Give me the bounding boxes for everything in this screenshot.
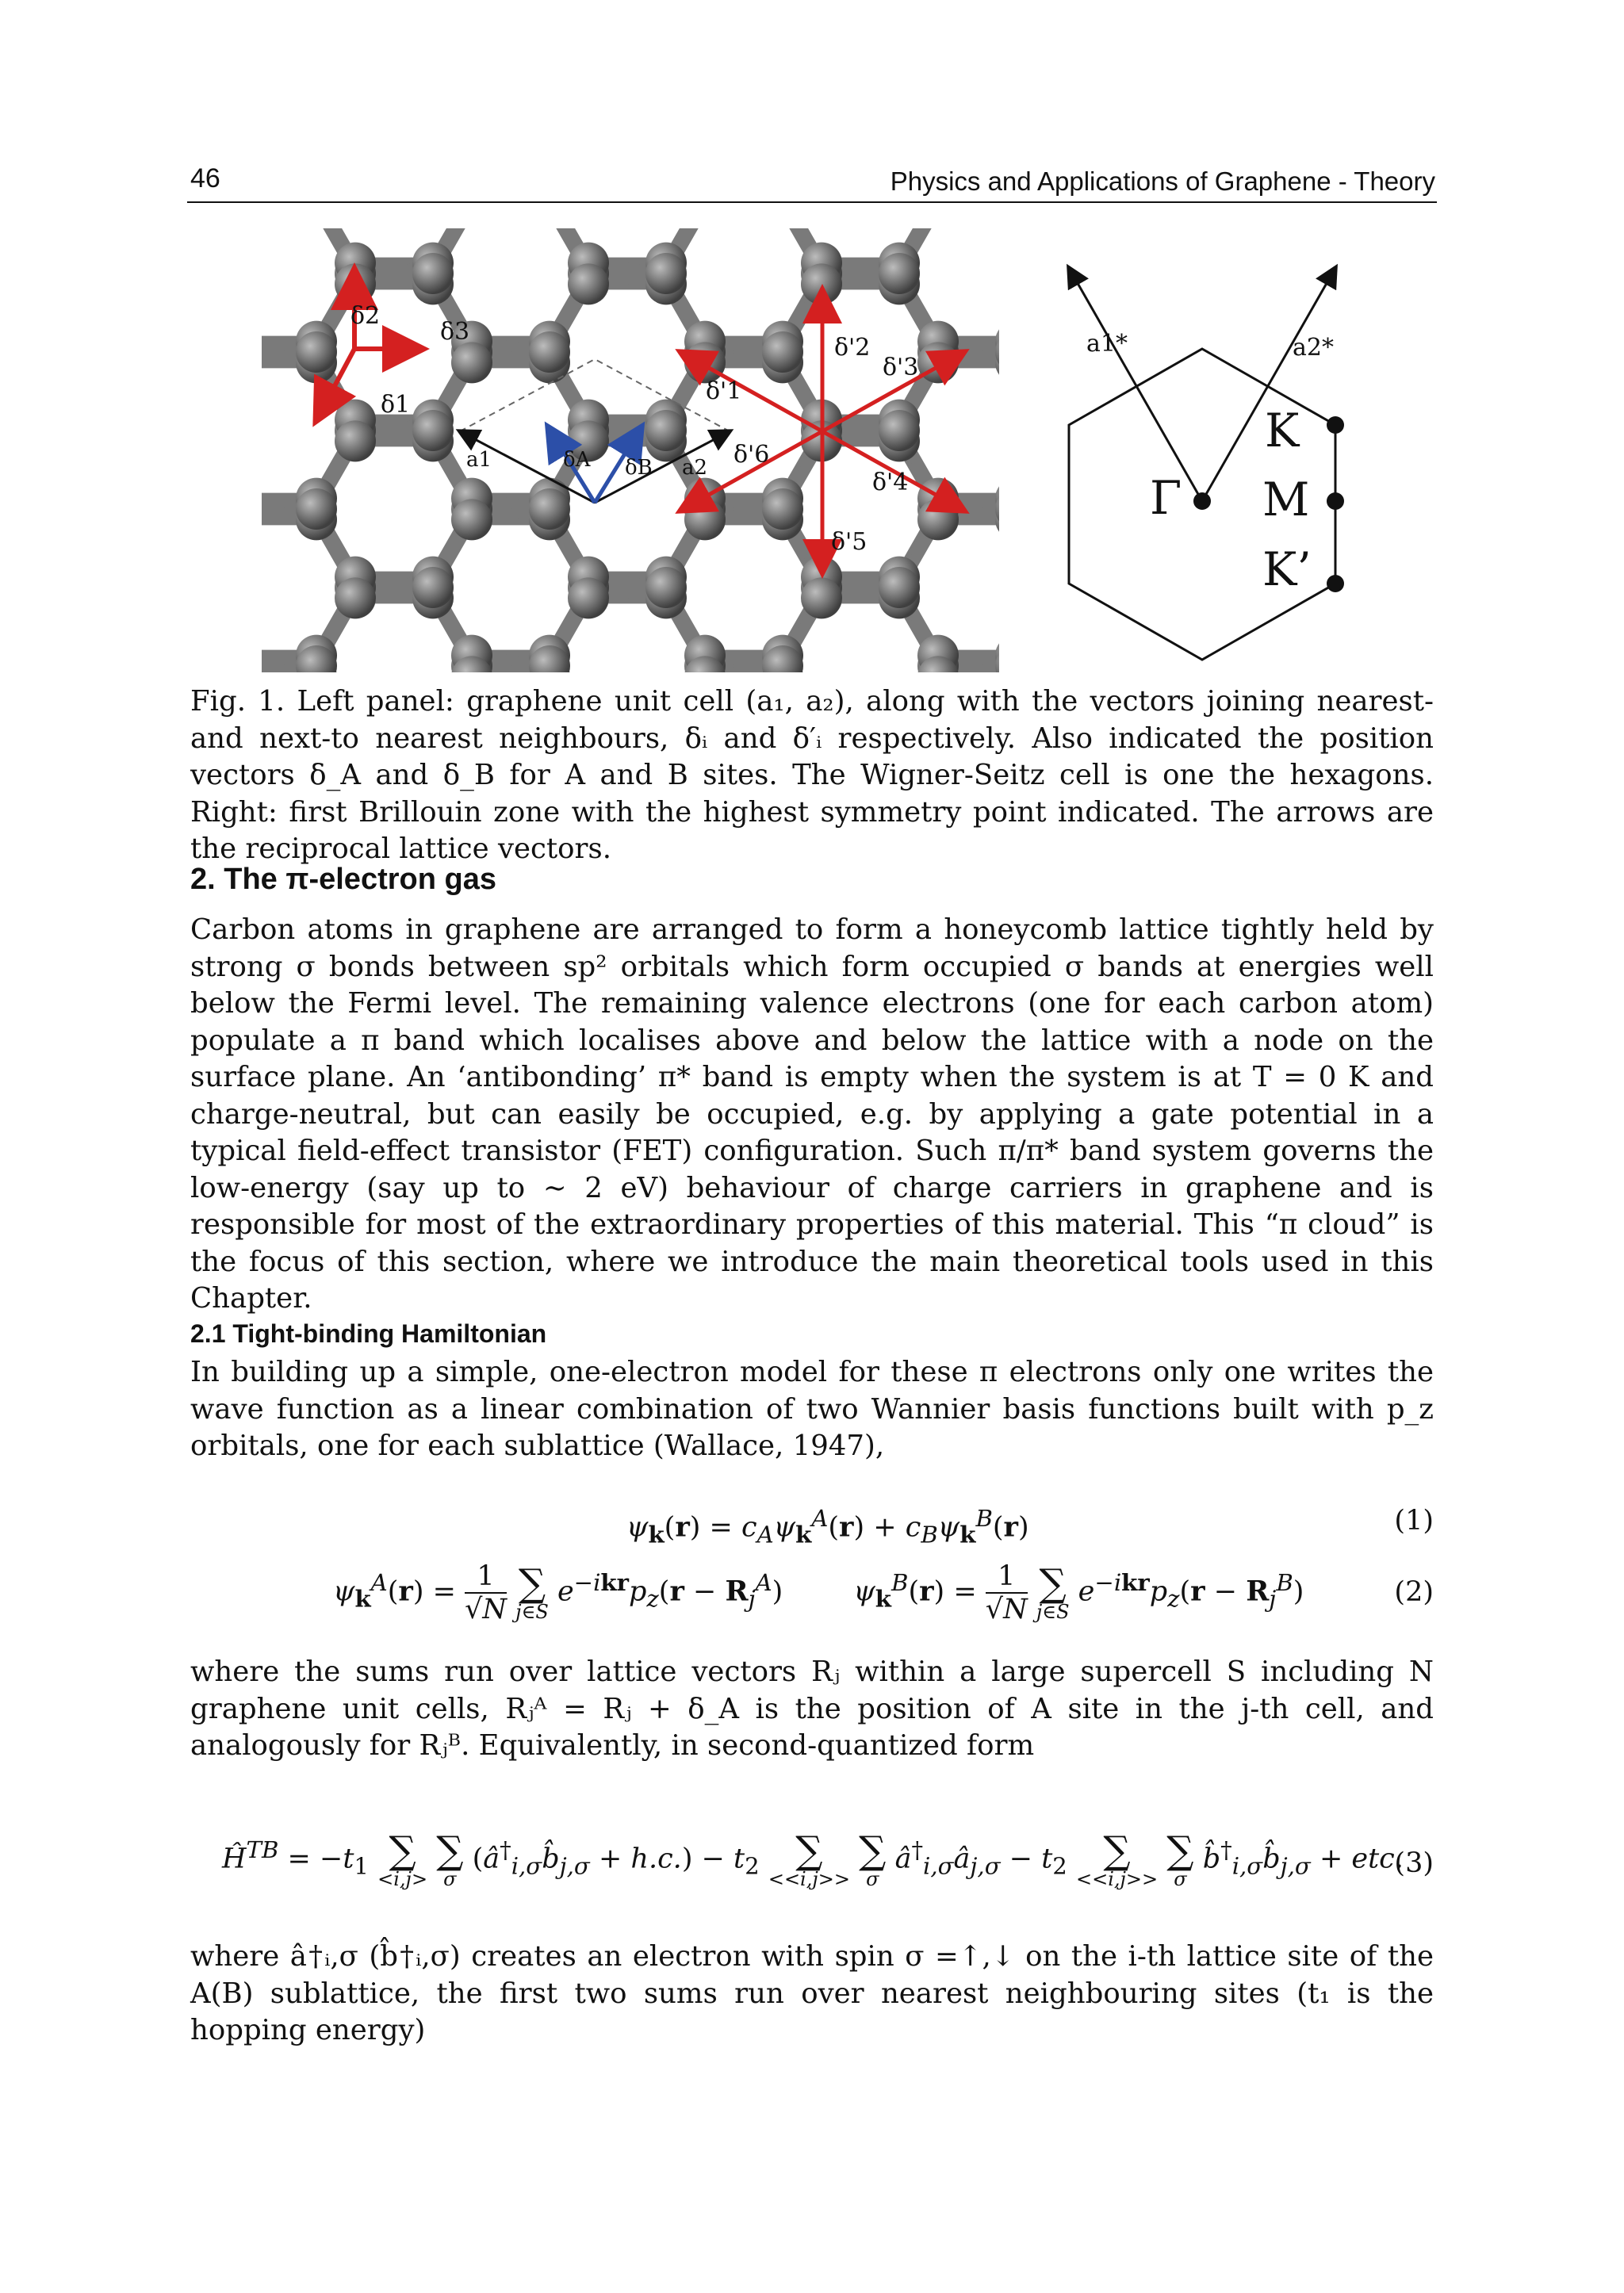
K-point bbox=[1327, 416, 1344, 434]
after-eq2-paragraph: where the sums run over lattice vectors Rⱼ within a large supercell S including N graphene unit cells, Rⱼᴬ = Rⱼ + δ_A is the position of A site in the j-th cell, and analogously for Rⱼᴮ. Equivalently, in second-quantized form bbox=[190, 1656, 1434, 1762]
header-rule bbox=[187, 201, 1437, 203]
lattice-atom bbox=[995, 342, 1036, 383]
lattice-atom bbox=[529, 331, 570, 373]
equation-1-number: (1) bbox=[1394, 1505, 1434, 1537]
equation-2-number: (2) bbox=[1394, 1576, 1434, 1608]
lattice-atom bbox=[762, 331, 803, 373]
label-dp2: δ'2 bbox=[834, 334, 871, 362]
lattice-atom bbox=[645, 410, 687, 451]
lattice-atom bbox=[879, 253, 920, 294]
gamma-point bbox=[1193, 492, 1211, 510]
label-a1star: a1* bbox=[1086, 330, 1128, 358]
label-a1: a1 bbox=[466, 448, 492, 472]
a1star-vector bbox=[1069, 268, 1202, 501]
lattice-atom bbox=[879, 567, 920, 608]
equation-3-number: (3) bbox=[1394, 1847, 1434, 1879]
label-a2star: a2* bbox=[1293, 334, 1334, 362]
label-delta1: δ1 bbox=[381, 391, 411, 419]
lattice-atom bbox=[995, 321, 1036, 362]
lattice-atom bbox=[801, 577, 842, 618]
M-point bbox=[1327, 492, 1344, 510]
lattice-atom bbox=[917, 342, 959, 383]
label-deltaA: δA bbox=[563, 448, 591, 472]
section-paragraph: Carbon atoms in graphene are arranged to form a honeycomb lattice tightly held by strong σ bonds between sp² orbitals which form occupied σ bands at energies well below the Fermi level. The remaining valence electrons (one for each carbon atom) populate a π band which localises above and below the lattice with a node on the surface plane. An ‘antibonding’ π* band is empty when the system is at T = 0 K and charge-neutral, but can easily be occupied, e.g. by applying a gate potential in a typical field-effect transistor (FET) configuration. Such π/π* band system governs the low-energy (say up to ∼ 2 eV) behaviour of charge carriers in graphene and is responsible for most of the extraordinary properties of this material. This “π cloud” is the focus of this section, where we introduce the main theoretical tools used in this Chapter. bbox=[190, 913, 1434, 1315]
graphene-lattice-diagram bbox=[262, 228, 1055, 672]
Kprime-point bbox=[1327, 575, 1344, 592]
label-dp6: δ'6 bbox=[733, 441, 770, 469]
lattice-atom bbox=[412, 410, 454, 451]
equation-2: $\psi_k^A(r)$ = $\frac{1}{√N}$ ∑ j∈S $e^{-ikr}p_z(r - R_j^A)$ $\psi_k^B(r)$ = $\frac{1}{√N}$ ∑ j∈S $e^{-ikr}p_z(r - R_j^B)$ (2) bbox=[333, 1560, 1434, 1625]
subsection-paragraph: In building up a simple, one-electron model for these π electrons only one writes the wave function as a linear combination of two Wannier basis functions built with p_z orbitals, one for each sublattice (Wallace, 1947), bbox=[190, 1356, 1434, 1462]
lattice-atom bbox=[335, 420, 376, 461]
lattice-atom bbox=[296, 488, 337, 530]
after-eq3-paragraph: where â†ᵢ,σ (b̂†ᵢ,σ) creates an electron with spin σ =↑,↓ on the i-th lattice site of the A(B) sublattice, the first two sums run over nearest neighbouring sites (t₁ is the hopping energy) bbox=[190, 1940, 1434, 2046]
lattice-atom bbox=[995, 656, 1036, 672]
figure-1 bbox=[262, 228, 1372, 672]
lattice-atom bbox=[995, 499, 1036, 540]
lattice-atom bbox=[412, 253, 454, 294]
lattice-atom bbox=[879, 410, 920, 451]
figure-caption: Fig. 1. Left panel: graphene unit cell (a₁, a₂), along with the vectors joining nearest- and next-to nearest neighbours, δᵢ and δ′ᵢ respectively. Also indicated the position vectors δ_A and δ_B for A and B sites. The Wigner-Seitz cell is one the hexagons. Right: first Brillouin zone with the highest symmetry point indicated. The arrows are the reciprocal lattice vectors. bbox=[190, 685, 1434, 865]
lattice-atom bbox=[568, 263, 609, 304]
lattice-atom bbox=[529, 488, 570, 530]
lattice-atom bbox=[645, 253, 687, 294]
lattice-atom bbox=[412, 567, 454, 608]
label-M: M bbox=[1262, 473, 1310, 526]
lattice-atom bbox=[645, 567, 687, 608]
lattice-atom bbox=[995, 635, 1036, 672]
a2star-vector bbox=[1202, 268, 1335, 501]
label-delta2: δ2 bbox=[350, 302, 381, 330]
lattice-atoms bbox=[262, 228, 1036, 672]
lattice-atom bbox=[995, 331, 1036, 373]
page-number: 46 bbox=[190, 163, 220, 193]
label-K: K bbox=[1265, 404, 1300, 457]
lattice-atom bbox=[995, 478, 1036, 519]
label-dp3: δ'3 bbox=[883, 354, 919, 381]
lattice-atom bbox=[451, 499, 492, 540]
lattice-atom bbox=[335, 577, 376, 618]
label-a2: a2 bbox=[682, 456, 708, 480]
running-title: Physics and Applications of Graphene - Theory bbox=[890, 167, 1435, 196]
lattice-atom bbox=[296, 331, 337, 373]
lattice-atom bbox=[995, 645, 1036, 672]
label-dp5: δ'5 bbox=[831, 528, 868, 556]
label-Kprime: K’ bbox=[1262, 542, 1312, 596]
lattice-atom bbox=[762, 488, 803, 530]
label-delta3: δ3 bbox=[440, 318, 470, 346]
lattice-atom bbox=[568, 577, 609, 618]
subsection-heading: 2.1 Tight-binding Hamiltonian bbox=[190, 1319, 547, 1348]
label-dp4: δ'4 bbox=[872, 469, 909, 496]
lattice-atom bbox=[451, 342, 492, 383]
brillouin-zone-diagram bbox=[1055, 228, 1372, 672]
equation-3: $Ĥ^{TB} = -t_1$ ∑ <i,j> ∑ σ $(â^\dagger_{i,\sigma}b̂_{j,\sigma} + h.c.) - t_2$ ∑ <<i,j>> ∑ σ $â^\dagger_{i,\sigma}â_{j,\sigma} - t_2$ ∑ <<i,j>> ∑ σ $b̂^\dagger_{i,\sigma}b̂_{j,\sigma}$ + etc. (3) bbox=[222, 1828, 1434, 1890]
label-dp1: δ'1 bbox=[706, 377, 742, 405]
label-gamma: Γ bbox=[1150, 471, 1182, 525]
section-heading: 2. The π-electron gas bbox=[190, 863, 496, 896]
lattice-atom bbox=[995, 488, 1036, 530]
label-deltaB: δB bbox=[625, 456, 653, 480]
